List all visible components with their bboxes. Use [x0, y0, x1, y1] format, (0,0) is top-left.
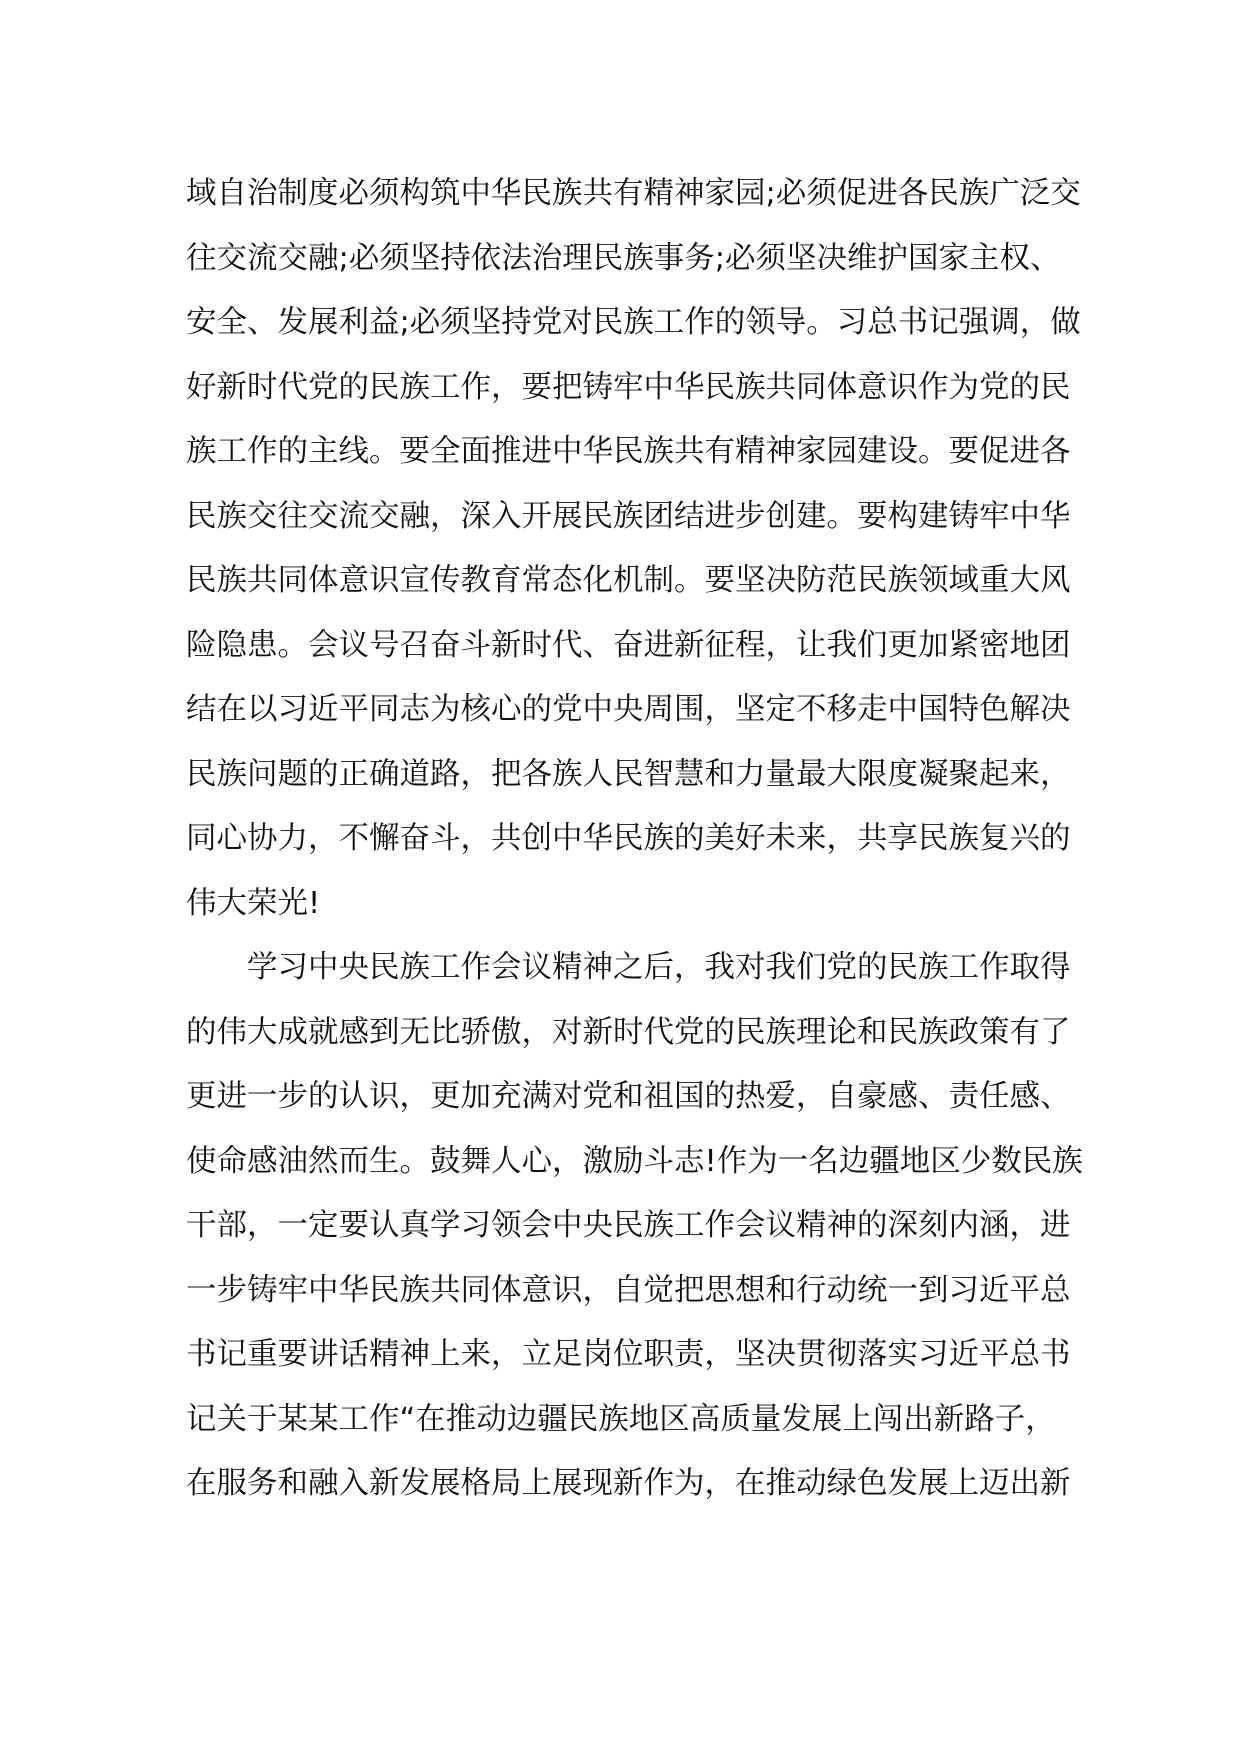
text-line: 险隐患。会议号召奋斗新时代、奋进新征程，让我们更加紧密地团 — [186, 627, 1071, 663]
text-line: 民族问题的正确道路，把各族人民智慧和力量最大限度凝聚起来， — [186, 756, 1071, 792]
text-line: 干部，一定要认真学习领会中央民族工作会议精神的深刻内涵，进 — [186, 1208, 1071, 1243]
text-line: 的伟大成就感到无比骄傲，对新时代党的民族理论和民族政策有了 — [186, 1014, 1071, 1050]
text-line: 好新时代党的民族工作，要把铸牢中华民族共同体意识作为党的民 — [186, 369, 1071, 405]
text-line: 往交流交融;必须坚持依法治理民族事务;必须坚决维护国家主权、 — [186, 240, 1061, 276]
text-line: 更进一步的认识，更加充满对党和祖国的热爱，自豪感、责任感、 — [186, 1079, 1071, 1114]
text-line: 同心协力，不懈奋斗，共创中华民族的美好未来，共享民族复兴的 — [186, 821, 1071, 856]
text-line: 结在以习近平同志为核心的党中央周围，坚定不移走中国特色解决 — [186, 692, 1071, 727]
text-line: 域自治制度必须构筑中华民族共有精神家园;必须促进各民族广泛交 — [186, 176, 1081, 211]
text-line: 书记重要讲话精神上来，立足岗位职责，坚决贯彻落实习近平总书 — [186, 1337, 1071, 1372]
text-line: 学习中央民族工作会议精神之后，我对我们党的民族工作取得 — [186, 950, 1071, 985]
text-line: 民族共同体意识宣传教育常态化机制。要坚决防范民族领域重大风 — [186, 563, 1071, 598]
body-text — [186, 162, 1083, 1517]
text-line: 使命感油然而生。鼓舞人心，激励斗志!作为一名边疆地区少数民族 — [186, 1143, 1083, 1179]
text-line: 伟大荣光! — [186, 885, 321, 921]
text-line: 安全、发展利益;必须坚持党对民族工作的领导。习总书记强调，做 — [186, 305, 1081, 340]
text-line: 记关于某某工作“在推动边疆民族地区高质量发展上闯出新路子， — [186, 1401, 1056, 1437]
text-line: 一步铸牢中华民族共同体意识，自觉把思想和行动统一到习近平总 — [186, 1272, 1071, 1308]
text-line: 民族交往交流交融，深入开展民族团结进步创建。要构建铸牢中华 — [186, 498, 1071, 534]
text-line: 族工作的主线。要全面推进中华民族共有精神家园建设。要促进各 — [186, 434, 1071, 469]
text-line: 在服务和融入新发展格局上展现新作为，在推动绿色发展上迈出新 — [186, 1466, 1071, 1501]
